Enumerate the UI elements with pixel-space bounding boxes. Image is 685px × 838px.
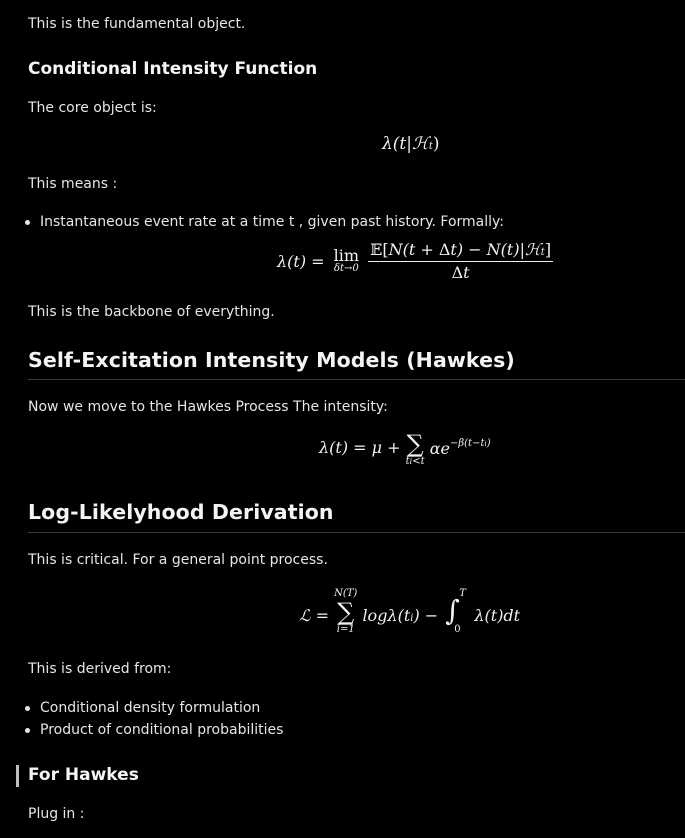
equation-conditional-intensity: λ(t|ℋt) <box>382 134 440 154</box>
section-divider <box>28 379 685 380</box>
list-item: Instantaneous event rate at a time t , given past history. Formally: <box>0 211 685 233</box>
paragraph-fundamental: This is the fundamental object. <box>28 16 246 32</box>
paragraph-backbone: This is the backbone of everything. <box>28 304 275 320</box>
heading-log-likelihood: Log-Likelyhood Derivation <box>28 500 334 524</box>
paragraph-this-means: This means : <box>28 176 118 192</box>
equation-log-likelihood: ℒ = N(T) ∑ i=1 logλ(ti) − ∫ T 0 λ(t)dt <box>299 588 521 635</box>
list-item: Conditional density formulation <box>0 697 685 719</box>
section-divider <box>28 532 685 533</box>
blockquote-bar <box>16 765 19 787</box>
list-definition <box>0 211 685 233</box>
heading-conditional-intensity: Conditional Intensity Function <box>28 59 318 79</box>
list-derivation-sources <box>0 697 685 741</box>
paragraph-core-object: The core object is: <box>28 100 157 116</box>
list-item: Product of conditional probabilities <box>0 719 685 741</box>
equation-hawkes-intensity: λ(t) = μ + ∑ ti<t $\alpha e^{-\beta(t-ti)}$ <box>319 430 491 467</box>
heading-self-excitation: Self-Excitation Intensity Models (Hawkes) <box>28 348 515 372</box>
heading-for-hawkes: For Hawkes <box>28 765 139 785</box>
equation-limit-definition: λ(t) = lim δt→0 $\frac{\text{𝔼[N(t + Δt) − N(t)|ℋt]}}{\Delta t}$ <box>277 240 552 282</box>
paragraph-critical: This is critical. For a general point process. <box>28 552 328 568</box>
paragraph-derived: This is derived from: <box>28 661 172 677</box>
paragraph-plug-in: Plug in : <box>28 806 85 822</box>
paragraph-hawkes-intensity: Now we move to the Hawkes Process The intensity: <box>28 399 388 415</box>
